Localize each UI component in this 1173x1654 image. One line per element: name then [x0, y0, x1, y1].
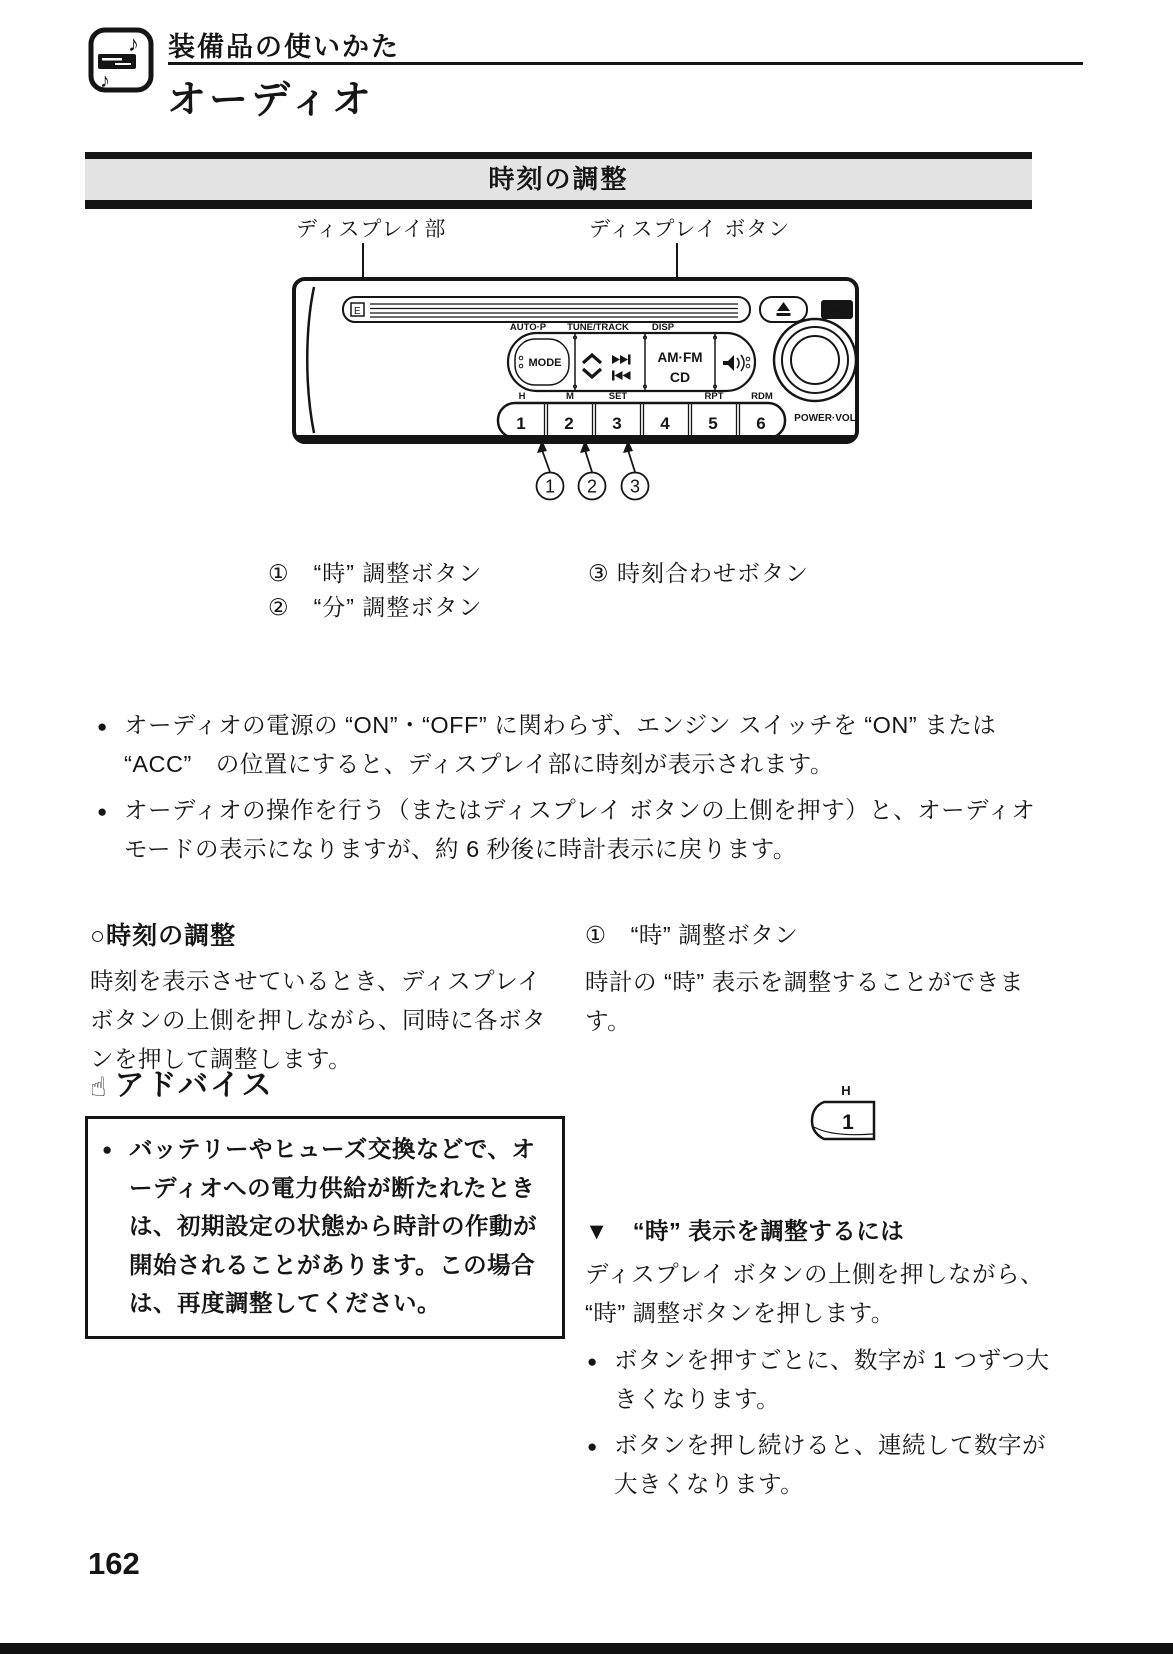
adjust-hour-subheading: ▼ “時” 表示を調整するには — [585, 1218, 905, 1244]
disc-logo — [821, 300, 853, 319]
right-column-paragraph: 時計の “時” 表示を調整することができます。 — [585, 969, 1024, 1034]
stereo-shape — [98, 54, 136, 69]
svg-text:3: 3 — [612, 414, 622, 433]
power-vol-label: POWER·VOL — [794, 413, 856, 424]
car-stereo-illustration — [290, 270, 862, 448]
page-bottom-edge — [0, 1643, 1173, 1654]
svg-text:2: 2 — [586, 476, 598, 497]
note-text: オーディオの電源の “ON”・“OFF” に関わらず、エンジン スイッチを “ON” または “ACC” の位置にすると、ディスプレイ部に時刻が表示されます。 — [124, 712, 997, 777]
right-column-bottom — [585, 1212, 1051, 1511]
chapter-title: 装備品の使いかた — [168, 32, 400, 62]
auto-p-label: AUTO·P — [509, 322, 547, 333]
svg-text:AM·FM: AM·FM — [657, 350, 703, 365]
audio-chapter-icon — [88, 27, 154, 93]
svg-text:RPT: RPT — [704, 391, 724, 402]
svg-text:RDM: RDM — [751, 391, 773, 402]
svg-text:E: E — [354, 306, 361, 317]
advice-text: バッテリーやヒューズ交換などで、オーディオへの電力供給が断たれたときは、初期設定の状態から時計の作動が開始されることがあります。この場合は、再度調整してください。 — [129, 1136, 537, 1316]
right-column-heading: ① “時” 調整ボタン — [585, 922, 799, 948]
music-note-icon: ♪ — [100, 70, 110, 92]
note-bullet — [95, 706, 1037, 784]
svg-text:DISC: DISC — [826, 306, 848, 316]
disp-label: DISP — [651, 322, 675, 333]
callout-1 — [537, 473, 564, 500]
adjust-hour-bullet — [585, 1426, 1051, 1504]
display-area-label: ディスプレイ部 — [296, 218, 447, 241]
note-bullet — [95, 791, 1037, 869]
svg-text:1: 1 — [544, 476, 556, 497]
advice-bullet — [100, 1130, 552, 1323]
pointing-hand-icon: ☝ — [90, 1072, 107, 1102]
bullet-icon: ● — [587, 1437, 598, 1456]
svg-text:CD: CD — [669, 369, 691, 385]
bullet-icon: ● — [97, 802, 108, 821]
page-number: 162 — [88, 1546, 140, 1581]
bullet-icon: ● — [97, 717, 108, 736]
hour-button-illustration — [808, 1082, 880, 1146]
svg-text:1: 1 — [516, 414, 526, 433]
bullet-text: ボタンを押すごとに、数字が 1 つずつ大きくなります。 — [614, 1347, 1050, 1412]
svg-text:6: 6 — [756, 414, 766, 433]
display-button-label: ディスプレイ ボタン — [589, 218, 791, 241]
adjust-hour-bullet — [585, 1341, 1051, 1419]
left-column-paragraph: 時刻を表示させているとき、ディスプレイ ボタンの上側を押しながら、同時に各ボタンを押して調整します。 — [90, 968, 546, 1072]
note-text: オーディオの操作を行う（またはディスプレイ ボタンの上側を押す）と、オーディオ モードの表示になりますが、約 6 秒後に時計表示に戻ります。 — [124, 797, 1036, 862]
right-column-top — [585, 916, 1047, 1041]
intro-notes — [95, 706, 1037, 876]
svg-text:3: 3 — [629, 476, 641, 497]
bullet-icon: ● — [587, 1352, 598, 1371]
svg-text:4: 4 — [660, 414, 670, 433]
bullet-icon: ● — [102, 1140, 113, 1159]
legend-item-hour: ① “時” 調整ボタン — [268, 560, 483, 586]
header-rule — [168, 62, 1083, 65]
advice-title: アドバイス — [114, 1069, 274, 1102]
left-column-heading: ○時刻の調整 — [90, 922, 237, 950]
left-column — [90, 916, 568, 1079]
hour-button-top-label: H — [841, 1083, 851, 1098]
hour-button-number: 1 — [842, 1111, 854, 1134]
svg-text:SET: SET — [608, 391, 628, 402]
svg-text:H: H — [518, 391, 526, 402]
section-title-bar — [85, 152, 1032, 209]
svg-text:M: M — [566, 391, 574, 402]
callout-numbers — [500, 438, 660, 502]
svg-text:2: 2 — [564, 414, 574, 433]
svg-text:MODE: MODE — [528, 357, 562, 369]
callout-3 — [622, 473, 649, 500]
music-note-icon: ♪ — [128, 31, 139, 56]
legend-item-set: ③ 時刻合わせボタン — [588, 560, 810, 586]
tune-track-label: TUNE/TRACK — [567, 322, 629, 333]
bullet-text: ボタンを押し続けると、連続して数字が大きくなります。 — [614, 1432, 1046, 1497]
adjust-hour-paragraph: ディスプレイ ボタンの上側を押しながら、 “時” 調整ボタンを押します。 — [585, 1261, 1045, 1326]
page-title: オーディオ — [167, 79, 374, 122]
advice-box — [85, 1116, 565, 1339]
legend-item-minute: ② “分” 調整ボタン — [268, 594, 483, 620]
section-title: 時刻の調整 — [488, 164, 629, 194]
svg-text:5: 5 — [708, 414, 718, 433]
callout-2 — [579, 473, 606, 500]
advice-heading — [90, 1070, 274, 1102]
